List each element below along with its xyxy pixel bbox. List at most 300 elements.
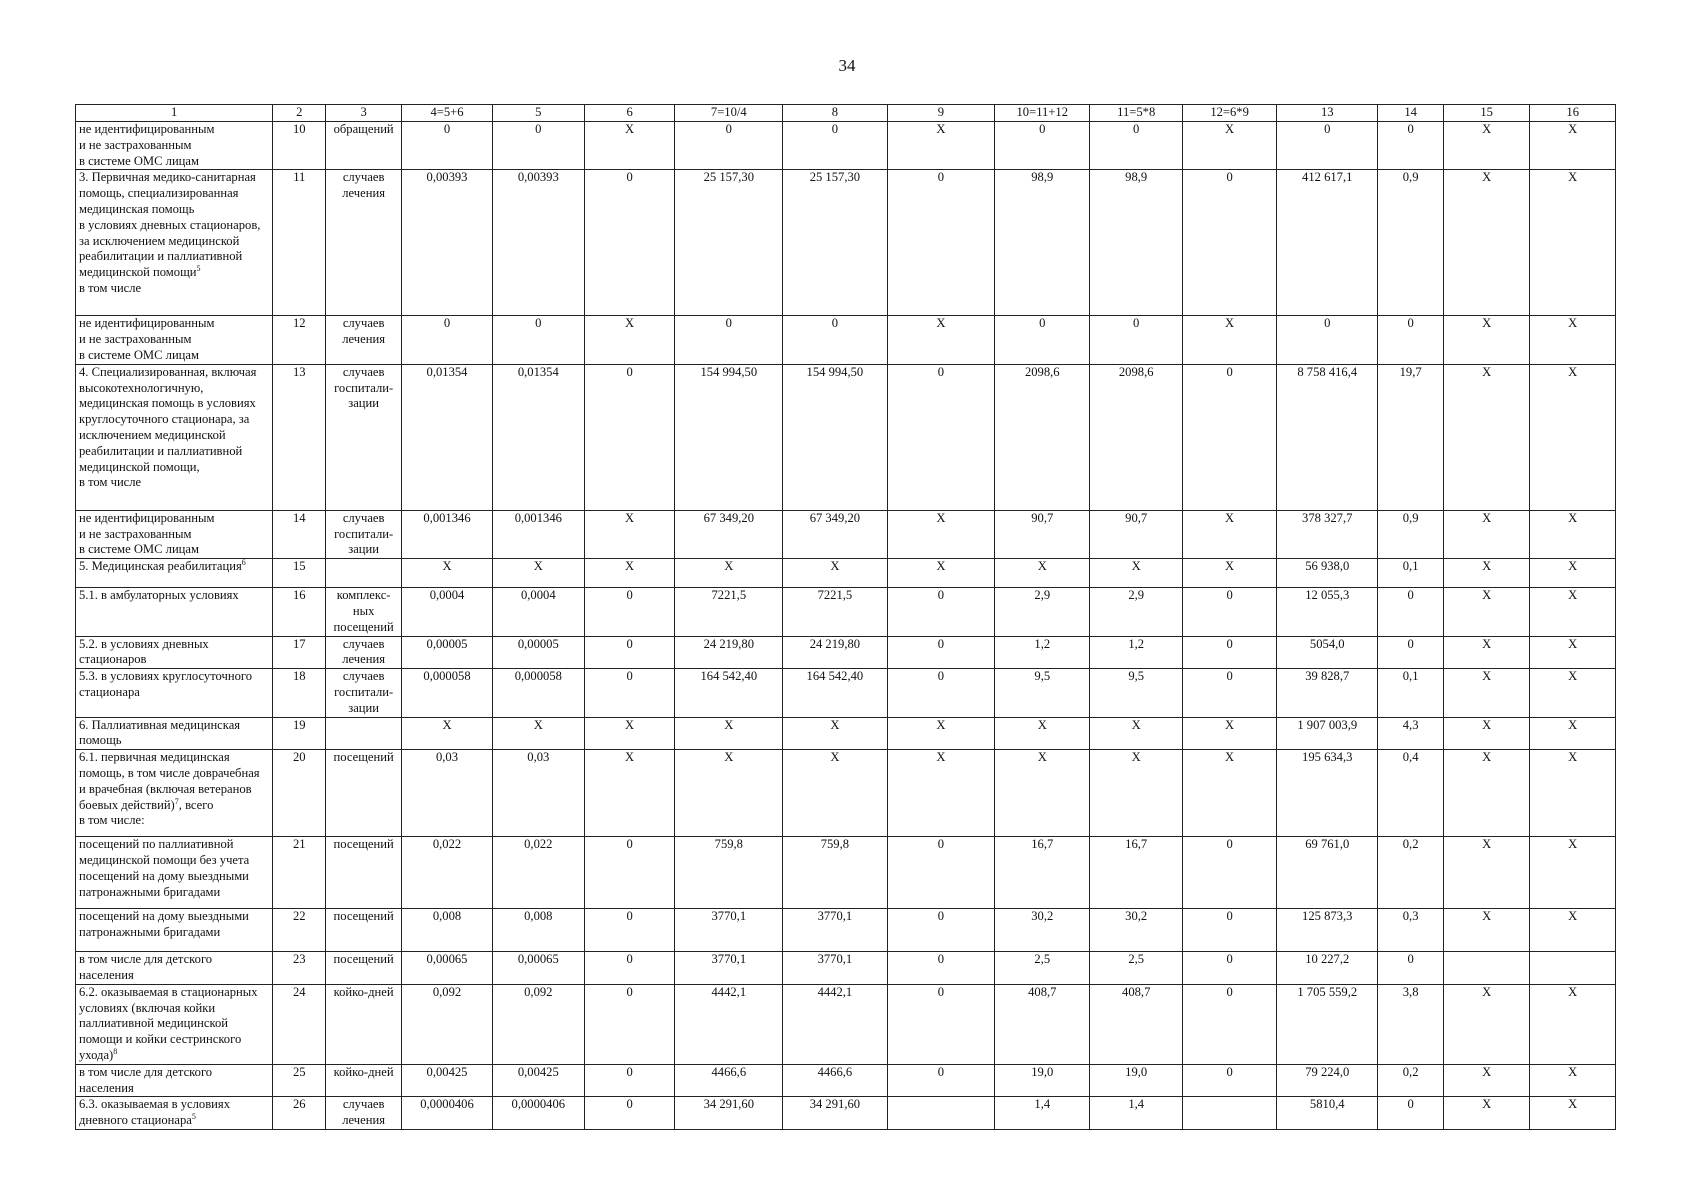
- table-cell: 0: [1378, 1097, 1443, 1130]
- table-cell: 0,000058: [402, 669, 493, 717]
- table-row: [76, 510, 1616, 558]
- table-cell: 24: [273, 984, 326, 1064]
- table-cell: 0: [1183, 1064, 1277, 1097]
- row-label: не идентифицированным и не застрахованным в системе ОМС лицам: [76, 122, 273, 170]
- table-cell: 759,8: [675, 837, 783, 909]
- table-cell: 0: [584, 588, 675, 636]
- table-cell: 8 758 416,4: [1277, 364, 1378, 510]
- row-label: 6.1. первичная медицинская помощь, в том числе доврачебная и врачебная (включая ветеранов боевых действий)$^7$, всего в том числе:: [76, 750, 273, 837]
- table-cell: 0,00065: [492, 952, 584, 985]
- table-row: [76, 669, 1616, 717]
- table-cell: 0,00425: [492, 1064, 584, 1097]
- row-label: 6. Паллиативная медицинская помощь: [76, 717, 273, 750]
- table-cell: 0,1: [1378, 559, 1443, 588]
- table-cell: 0: [887, 909, 995, 952]
- table-cell: [1183, 1097, 1277, 1130]
- table-cell: 0: [1378, 588, 1443, 636]
- table-cell: 0: [584, 170, 675, 316]
- table-cell: 0: [402, 122, 493, 170]
- table-cell: 0: [1183, 984, 1277, 1064]
- table-cell: Х: [995, 559, 1090, 588]
- table-cell: 4,3: [1378, 717, 1443, 750]
- table-cell: 0: [887, 636, 995, 669]
- table-cell: 5810,4: [1277, 1097, 1378, 1130]
- table-cell: 0: [584, 364, 675, 510]
- footnote-marker: 5: [191, 1111, 196, 1121]
- table-cell: 0: [584, 952, 675, 985]
- table-cell: 4466,6: [783, 1064, 887, 1097]
- table-cell: Х: [887, 122, 995, 170]
- table-cell: 23: [273, 952, 326, 985]
- table-cell: Х: [1530, 170, 1616, 316]
- column-number-13: 13: [1277, 105, 1378, 122]
- table-cell: 34 291,60: [783, 1097, 887, 1130]
- table-cell: 0,9: [1378, 170, 1443, 316]
- table-cell: 15: [273, 559, 326, 588]
- table-cell: 67 349,20: [675, 510, 783, 558]
- table-cell: 0,022: [402, 837, 493, 909]
- column-number-6: 6: [584, 105, 675, 122]
- table-cell: 0: [887, 984, 995, 1064]
- column-number-8: 8: [783, 105, 887, 122]
- table-row: [76, 909, 1616, 952]
- table-cell: 0: [783, 122, 887, 170]
- table-cell: Х: [1183, 559, 1277, 588]
- table-cell: Х: [887, 510, 995, 558]
- header-row: [76, 105, 1616, 122]
- row-label: посещений по паллиативной медицинской помощи без учета посещений на дому выездными патронажными бригадами: [76, 837, 273, 909]
- table-cell: 0: [887, 669, 995, 717]
- table-cell: 0,03: [402, 750, 493, 837]
- table-cell: 2,5: [995, 952, 1090, 985]
- table-cell: 0: [1183, 837, 1277, 909]
- table-cell: 0: [584, 636, 675, 669]
- table-row: [76, 837, 1616, 909]
- table-cell: 0: [783, 316, 887, 364]
- row-label: 6.3. оказываемая в условиях дневного стационара$^5$: [76, 1097, 273, 1130]
- table-cell: койко-дней: [326, 1064, 402, 1097]
- table-cell: 164 542,40: [783, 669, 887, 717]
- table-cell: 0,00393: [402, 170, 493, 316]
- table-cell: 19,0: [995, 1064, 1090, 1097]
- table-cell: Х: [1443, 122, 1530, 170]
- footnote-marker: 5: [196, 263, 201, 273]
- table-cell: 90,7: [995, 510, 1090, 558]
- table-cell: 0: [584, 669, 675, 717]
- table-cell: Х: [402, 559, 493, 588]
- table-cell: 0: [1378, 122, 1443, 170]
- table-cell: 5054,0: [1277, 636, 1378, 669]
- table-cell: 0: [887, 588, 995, 636]
- table-cell: 14: [273, 510, 326, 558]
- table-cell: Х: [995, 750, 1090, 837]
- table-cell: 18: [273, 669, 326, 717]
- table-cell: 25 157,30: [675, 170, 783, 316]
- table-cell: 0: [887, 364, 995, 510]
- table-cell: Х: [675, 750, 783, 837]
- table-cell: 0: [1378, 316, 1443, 364]
- table-cell: 0,00005: [492, 636, 584, 669]
- table-cell: 0: [1183, 909, 1277, 952]
- table-cell: 0,0000406: [402, 1097, 493, 1130]
- column-number-14: 14: [1378, 105, 1443, 122]
- table-cell: 0: [675, 122, 783, 170]
- table-cell: 378 327,7: [1277, 510, 1378, 558]
- table-cell: 0: [584, 1097, 675, 1130]
- table-cell: 12 055,3: [1277, 588, 1378, 636]
- table-cell: 1,4: [1090, 1097, 1183, 1130]
- table-cell: 16,7: [1090, 837, 1183, 909]
- table-cell: 30,2: [1090, 909, 1183, 952]
- table-cell: 0: [492, 316, 584, 364]
- table-cell: Х: [1090, 750, 1183, 837]
- table-cell: 0: [887, 952, 995, 985]
- table-cell: 1 705 559,2: [1277, 984, 1378, 1064]
- table-cell: Х: [584, 717, 675, 750]
- table-cell: Х: [1530, 316, 1616, 364]
- table-cell: 0: [1378, 636, 1443, 669]
- table-cell: 0,01354: [492, 364, 584, 510]
- table-cell: Х: [783, 559, 887, 588]
- table-cell: 17: [273, 636, 326, 669]
- table-cell: 1,2: [995, 636, 1090, 669]
- table-cell: 19: [273, 717, 326, 750]
- table-cell: Х: [584, 559, 675, 588]
- table-row: [76, 1064, 1616, 1097]
- column-number-11: 11=5*8: [1090, 105, 1183, 122]
- table-cell: 0: [887, 1064, 995, 1097]
- table-cell: 3770,1: [783, 909, 887, 952]
- table-cell: Х: [1530, 750, 1616, 837]
- footnote-marker: 6: [241, 558, 246, 567]
- table-cell: обращений: [326, 122, 402, 170]
- row-label: 5.1. в амбулаторных условиях: [76, 588, 273, 636]
- row-label-tail: , всего: [178, 797, 214, 812]
- column-number-12: 12=6*9: [1183, 105, 1277, 122]
- table-cell: 0,001346: [492, 510, 584, 558]
- table-cell: 0: [1277, 122, 1378, 170]
- table-cell: 22: [273, 909, 326, 952]
- page-number: 34: [838, 56, 856, 75]
- table-cell: 16,7: [995, 837, 1090, 909]
- table-cell: Х: [402, 717, 493, 750]
- table-cell: 24 219,80: [675, 636, 783, 669]
- table-cell: 13: [273, 364, 326, 510]
- table-cell: 0,01354: [402, 364, 493, 510]
- table-cell: Х: [1530, 1064, 1616, 1097]
- table-cell: 412 617,1: [1277, 170, 1378, 316]
- table-cell: случаев госпитали-зации: [326, 669, 402, 717]
- table-cell: 0,092: [492, 984, 584, 1064]
- table-cell: 195 634,3: [1277, 750, 1378, 837]
- table-cell: 10: [273, 122, 326, 170]
- table-cell: Х: [1183, 717, 1277, 750]
- table-cell: 0,00005: [402, 636, 493, 669]
- table-cell: 26: [273, 1097, 326, 1130]
- table-cell: 0: [1183, 588, 1277, 636]
- table-cell: Х: [1443, 1064, 1530, 1097]
- table-cell: Х: [1443, 984, 1530, 1064]
- table-cell: Х: [1443, 909, 1530, 952]
- table-cell: 154 994,50: [783, 364, 887, 510]
- table-cell: 0: [1183, 170, 1277, 316]
- row-label-subheading: в том числе: [79, 280, 142, 295]
- table-cell: 0: [675, 316, 783, 364]
- table-cell: Х: [492, 717, 584, 750]
- row-label: не идентифицированным и не застрахованным в системе ОМС лицам: [76, 510, 273, 558]
- table-cell: случаев лечения: [326, 636, 402, 669]
- table-cell: 1,4: [995, 1097, 1090, 1130]
- table-cell: случаев лечения: [326, 1097, 402, 1130]
- table-cell: Х: [584, 316, 675, 364]
- table-cell: Х: [584, 510, 675, 558]
- column-number-15: 15: [1443, 105, 1530, 122]
- table-cell: Х: [1530, 909, 1616, 952]
- table-cell: 1 907 003,9: [1277, 717, 1378, 750]
- row-label: не идентифицированным и не застрахованным в системе ОМС лицам: [76, 316, 273, 364]
- table-cell: 0,022: [492, 837, 584, 909]
- table-cell: Х: [1530, 588, 1616, 636]
- table-row: [76, 316, 1616, 364]
- footnote-marker: 7: [174, 796, 179, 806]
- table-row: [76, 984, 1616, 1064]
- table-cell: 0,00425: [402, 1064, 493, 1097]
- row-label-subheading: в том числе:: [79, 813, 145, 828]
- column-number-10: 10=11+12: [995, 105, 1090, 122]
- table-cell: 7221,5: [783, 588, 887, 636]
- row-label: 3. Первичная медико-санитарная помощь, специализированная медицинская помощь в условиях дневных стационаров, за исключением медицинской реабилитации и паллиативной медицинской помощи$^5$ в том числе: [76, 170, 273, 316]
- table-cell: 11: [273, 170, 326, 316]
- table-cell: Х: [584, 122, 675, 170]
- table-cell: 39 828,7: [1277, 669, 1378, 717]
- table-cell: 67 349,20: [783, 510, 887, 558]
- table-cell: 34 291,60: [675, 1097, 783, 1130]
- table-cell: Х: [1443, 1097, 1530, 1130]
- table-cell: случаев госпитали-зации: [326, 364, 402, 510]
- table-cell: 19,7: [1378, 364, 1443, 510]
- table-cell: [887, 1097, 995, 1130]
- table-cell: 0,4: [1378, 750, 1443, 837]
- table-cell: Х: [1443, 559, 1530, 588]
- table-cell: Х: [1443, 588, 1530, 636]
- table-row: [76, 122, 1616, 170]
- table-cell: Х: [1530, 559, 1616, 588]
- table-cell: Х: [783, 717, 887, 750]
- table-cell: 0: [995, 316, 1090, 364]
- table-cell: 69 761,0: [1277, 837, 1378, 909]
- table-cell: посещений: [326, 909, 402, 952]
- table-cell: 0: [887, 170, 995, 316]
- table-cell: Х: [1090, 717, 1183, 750]
- table-cell: 0,03: [492, 750, 584, 837]
- table-cell: Х: [1530, 669, 1616, 717]
- table-cell: 4466,6: [675, 1064, 783, 1097]
- table-cell: Х: [1183, 122, 1277, 170]
- table-row: [76, 636, 1616, 669]
- table-cell: 4442,1: [675, 984, 783, 1064]
- column-number-5: 5: [492, 105, 584, 122]
- table-cell: 0,0004: [402, 588, 493, 636]
- table-cell: 2,9: [995, 588, 1090, 636]
- column-number-7: 7=10/4: [675, 105, 783, 122]
- table-cell: 25: [273, 1064, 326, 1097]
- table-cell: 19,0: [1090, 1064, 1183, 1097]
- table-cell: случаев лечения: [326, 316, 402, 364]
- table-cell: 98,9: [995, 170, 1090, 316]
- table-cell: Х: [1530, 510, 1616, 558]
- table-cell: 9,5: [1090, 669, 1183, 717]
- table-cell: Х: [1443, 750, 1530, 837]
- column-number-2: 2: [273, 105, 326, 122]
- table-cell: 0: [584, 837, 675, 909]
- table-cell: [326, 717, 402, 750]
- row-label: посещений на дому выездными патронажными бригадами: [76, 909, 273, 952]
- table-cell: 0,092: [402, 984, 493, 1064]
- table-row: [76, 364, 1616, 510]
- table-cell: Х: [887, 750, 995, 837]
- table-cell: Х: [783, 750, 887, 837]
- table-cell: Х: [1443, 717, 1530, 750]
- table-cell: 90,7: [1090, 510, 1183, 558]
- footnote-marker: 8: [113, 1046, 118, 1056]
- table-cell: 3770,1: [675, 909, 783, 952]
- table-cell: 0: [492, 122, 584, 170]
- table-cell: Х: [1530, 984, 1616, 1064]
- table-cell: 0,9: [1378, 510, 1443, 558]
- table-cell: 2,9: [1090, 588, 1183, 636]
- table-cell: 164 542,40: [675, 669, 783, 717]
- table-row: [76, 952, 1616, 985]
- table-cell: 408,7: [1090, 984, 1183, 1064]
- table-cell: Х: [1530, 122, 1616, 170]
- table-cell: Х: [1443, 170, 1530, 316]
- table-cell: Х: [1443, 316, 1530, 364]
- table-cell: 408,7: [995, 984, 1090, 1064]
- table-cell: Х: [1530, 717, 1616, 750]
- table-cell: 0,0000406: [492, 1097, 584, 1130]
- table-cell: 56 938,0: [1277, 559, 1378, 588]
- table-row: [76, 588, 1616, 636]
- table-row: [76, 750, 1616, 837]
- row-label: 5. Медицинская реабилитация$^6$: [76, 559, 273, 588]
- table-cell: Х: [675, 717, 783, 750]
- table-cell: 4442,1: [783, 984, 887, 1064]
- table-cell: Х: [1090, 559, 1183, 588]
- table-row: [76, 170, 1616, 316]
- table-row: [76, 717, 1616, 750]
- table-cell: Х: [1443, 669, 1530, 717]
- table-cell: 12: [273, 316, 326, 364]
- table-cell: 0: [1183, 669, 1277, 717]
- table-cell: 0: [1183, 952, 1277, 985]
- row-label: 4. Специализированная, включая высокотехнологичную, медицинская помощь в условиях круглосуточного стационара, за исключением медицинской реабилитации и паллиативной медицинской помощи, в том числе: [76, 364, 273, 510]
- table-cell: Х: [1443, 364, 1530, 510]
- table-cell: Х: [1183, 510, 1277, 558]
- table-cell: Х: [887, 559, 995, 588]
- row-label: 5.3. в условиях круглосуточного стационара: [76, 669, 273, 717]
- table-cell: 0,001346: [402, 510, 493, 558]
- table-cell: Х: [1443, 636, 1530, 669]
- table-row: [76, 1097, 1616, 1130]
- table-cell: посещений: [326, 837, 402, 909]
- table-cell: 7221,5: [675, 588, 783, 636]
- row-label: в том числе для детского населения: [76, 1064, 273, 1097]
- table-cell: 79 224,0: [1277, 1064, 1378, 1097]
- table-cell: 0: [584, 1064, 675, 1097]
- table-cell: 0,00065: [402, 952, 493, 985]
- table-cell: 0,008: [492, 909, 584, 952]
- table-cell: 3770,1: [675, 952, 783, 985]
- table-cell: 20: [273, 750, 326, 837]
- table-cell: 0,0004: [492, 588, 584, 636]
- table-cell: 0,000058: [492, 669, 584, 717]
- table-cell: 3770,1: [783, 952, 887, 985]
- table-cell: 0: [584, 984, 675, 1064]
- table-cell: Х: [1183, 750, 1277, 837]
- table-cell: 0,2: [1378, 837, 1443, 909]
- table-cell: 0: [402, 316, 493, 364]
- table-cell: 2,5: [1090, 952, 1183, 985]
- table-cell: 10 227,2: [1277, 952, 1378, 985]
- table-cell: 125 873,3: [1277, 909, 1378, 952]
- table-cell: 0: [1090, 316, 1183, 364]
- table-cell: комплекс-ных посещений: [326, 588, 402, 636]
- row-label: 6.2. оказываемая в стационарных условиях (включая койки паллиативной медицинской помощи и койки сестринского ухода)$^8$: [76, 984, 273, 1064]
- table-cell: Х: [995, 717, 1090, 750]
- table-cell: 16: [273, 588, 326, 636]
- table-cell: Х: [1530, 636, 1616, 669]
- table-cell: 2098,6: [1090, 364, 1183, 510]
- table-cell: 0: [1277, 316, 1378, 364]
- table-cell: 2098,6: [995, 364, 1090, 510]
- table-cell: 0,008: [402, 909, 493, 952]
- table-cell: случаев госпитали-зации: [326, 510, 402, 558]
- column-number-1: 1: [76, 105, 273, 122]
- table-cell: Х: [492, 559, 584, 588]
- table-cell: Х: [887, 316, 995, 364]
- table-cell: Х: [1443, 837, 1530, 909]
- table-cell: 0: [1090, 122, 1183, 170]
- table-cell: 0: [1378, 952, 1443, 985]
- column-number-3: 3: [326, 105, 402, 122]
- table-cell: случаев лечения: [326, 170, 402, 316]
- table-cell: 30,2: [995, 909, 1090, 952]
- table-cell: Х: [1530, 364, 1616, 510]
- table-cell: Х: [1443, 510, 1530, 558]
- table-cell: 759,8: [783, 837, 887, 909]
- table-cell: Х: [584, 750, 675, 837]
- table-cell: Х: [1183, 316, 1277, 364]
- table-cell: 154 994,50: [675, 364, 783, 510]
- table-cell: 3,8: [1378, 984, 1443, 1064]
- table-cell: 0,2: [1378, 1064, 1443, 1097]
- table-cell: 1,2: [1090, 636, 1183, 669]
- table-cell: Х: [887, 717, 995, 750]
- row-label: в том числе для детского населения: [76, 952, 273, 985]
- table-cell: 0: [584, 909, 675, 952]
- table-cell: посещений: [326, 952, 402, 985]
- table-cell: 0,00393: [492, 170, 584, 316]
- table-cell: 25 157,30: [783, 170, 887, 316]
- table-cell: [1443, 952, 1530, 985]
- table-cell: [1530, 952, 1616, 985]
- table-cell: 0,3: [1378, 909, 1443, 952]
- table-cell: [326, 559, 402, 588]
- column-number-4: 4=5+6: [402, 105, 493, 122]
- table-cell: койко-дней: [326, 984, 402, 1064]
- table-row: [76, 559, 1616, 588]
- table-cell: посещений: [326, 750, 402, 837]
